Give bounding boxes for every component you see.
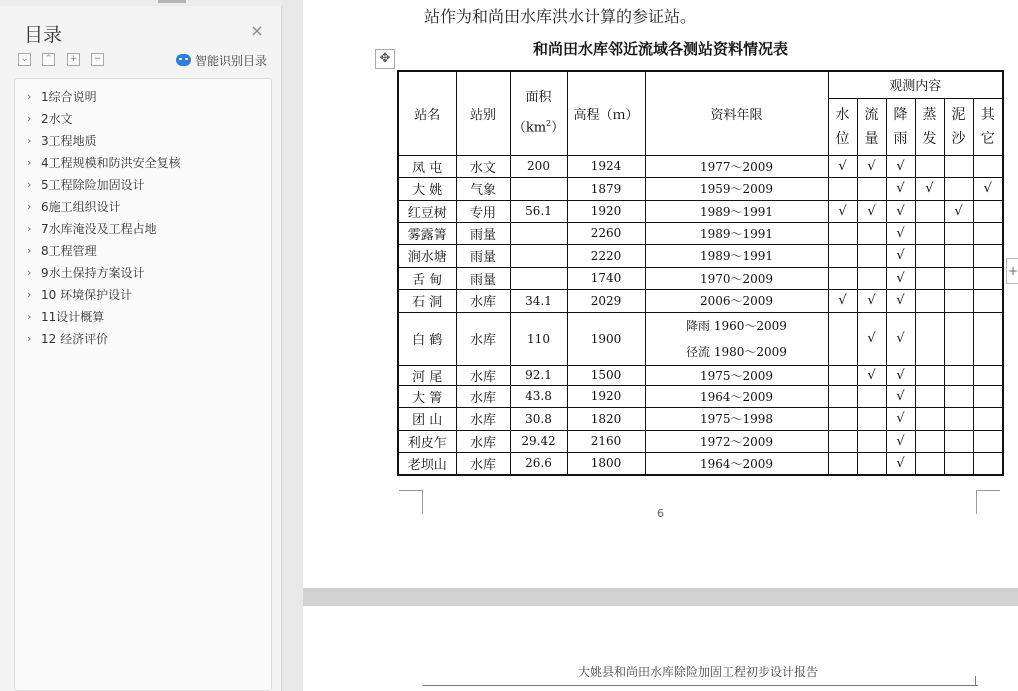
cell-station-type: 雨量 [456,267,510,289]
expand-all-button[interactable]: ⌄ [18,53,31,66]
cell-obs-rainfall: √ [886,177,915,200]
cell-station-name: 舌 甸 [398,267,456,289]
toc-item[interactable] [27,175,145,193]
cell-elevation: 2160 [567,430,645,452]
tab-strip [0,0,282,6]
cell-elevation: 1820 [567,407,645,430]
cell-obs-rainfall: √ [886,430,915,452]
cell-station-name: 石 洞 [398,289,456,312]
cell-station-name: 团 山 [398,407,456,430]
toc-item-label: 4工程规模和防洪安全复核 [41,155,181,170]
cell-obs-other: √ [973,177,1003,200]
cell-obs-evaporation [915,222,944,244]
cell-station-type: 水库 [456,385,510,407]
cell-elevation: 2260 [567,222,645,244]
cell-obs-evaporation [915,267,944,289]
chevron-right-icon[interactable]: › [27,287,32,301]
toc-item[interactable] [27,109,73,127]
document-page [303,0,1018,588]
cell-obs-evaporation: √ [915,177,944,200]
header-obs-rainfall: 降 雨 [886,98,915,155]
cell-area: 200 [510,155,567,177]
toc-list [14,78,272,691]
page-separator [303,588,1018,606]
header-rule [423,685,978,686]
cell-station-name: 红豆树 [398,200,456,222]
cell-elevation: 1879 [567,177,645,200]
cell-station-name: 雾露箐 [398,222,456,244]
cell-elevation: 1920 [567,200,645,222]
toc-item-label: 1综合说明 [41,89,97,104]
cell-obs-rainfall: √ [886,312,915,365]
cell-area: 92.1 [510,365,567,385]
cell-obs-water-level [828,244,857,267]
cell-obs-sediment [944,452,973,475]
document-page [303,606,1018,691]
cell-elevation: 2220 [567,244,645,267]
cell-obs-flow [857,385,886,407]
chevron-right-icon[interactable]: › [27,221,32,235]
cell-obs-flow: √ [857,312,886,365]
cell-elevation: 1800 [567,452,645,475]
table-row [398,407,1003,430]
remove-heading-button[interactable]: − [91,53,104,66]
cell-station-type: 水库 [456,312,510,365]
add-heading-button[interactable]: + [67,53,80,66]
active-tab-indicator [158,0,186,3]
cell-station-type: 水库 [456,430,510,452]
cell-obs-rainfall: √ [886,155,915,177]
cell-obs-rainfall: √ [886,222,915,244]
header-station-type: 站别 [456,71,510,155]
collapse-all-button[interactable]: ⌃ [42,53,55,66]
table-row [398,289,1003,312]
table-row [398,365,1003,385]
cell-obs-rainfall: √ [886,200,915,222]
cell-obs-water-level [828,407,857,430]
cell-obs-sediment: √ [944,200,973,222]
header-elevation: 高程（ｍ） [567,71,645,155]
header-observation: 观测内容 [828,71,1003,98]
cell-area [510,267,567,289]
cell-obs-sediment [944,267,973,289]
cell-years: 1964～2009 [645,385,828,407]
cell-area: 110 [510,312,567,365]
toc-item-label: 9水土保持方案设计 [41,265,145,280]
cell-station-type: 气象 [456,177,510,200]
cell-obs-sediment [944,312,973,365]
cell-obs-water-level: √ [828,289,857,312]
cell-obs-other [973,244,1003,267]
cell-obs-sediment [944,407,973,430]
cell-station-type: 水库 [456,365,510,385]
cell-obs-other [973,155,1003,177]
cell-station-type: 水库 [456,407,510,430]
cell-years: 降雨 1960～2009 径流 1980～2009 [645,312,828,365]
cell-obs-evaporation [915,452,944,475]
cell-obs-other [973,222,1003,244]
toc-item-label: 2水文 [41,111,73,126]
toc-item[interactable] [27,219,157,237]
cell-obs-other [973,407,1003,430]
cell-obs-sediment [944,222,973,244]
cell-obs-sediment [944,385,973,407]
cell-obs-evaporation [915,155,944,177]
toc-item-label: 10 环境保护设计 [41,287,133,302]
toc-item-label: 11设计概算 [41,309,105,324]
cell-obs-rainfall: √ [886,385,915,407]
chevron-right-icon[interactable]: › [27,89,32,103]
cell-station-name: 大 箐 [398,385,456,407]
header-obs-other: 其 它 [973,98,1003,155]
cell-years: 1975～2009 [645,365,828,385]
cell-obs-rainfall: √ [886,365,915,385]
close-icon[interactable]: × [250,21,264,40]
cell-years: 1964～2009 [645,452,828,475]
table-row [398,267,1003,289]
chevron-right-icon[interactable]: › [27,155,32,169]
smart-toc-button[interactable] [176,52,267,68]
cell-obs-sediment [944,289,973,312]
cell-obs-rainfall: √ [886,289,915,312]
cell-obs-flow [857,244,886,267]
cell-obs-other [973,385,1003,407]
toc-item[interactable] [27,153,181,171]
toc-item-label: 3工程地质 [41,133,97,148]
chevron-right-icon[interactable]: › [27,111,32,125]
cell-obs-water-level [828,312,857,365]
cell-area: 30.8 [510,407,567,430]
cell-station-type: 水库 [456,452,510,475]
cell-obs-flow: √ [857,155,886,177]
toc-item[interactable] [27,307,104,325]
cell-area [510,222,567,244]
header-area [510,71,567,155]
cell-obs-flow [857,267,886,289]
cell-years: 1972～2009 [645,430,828,452]
cell-area [510,177,567,200]
chevron-right-icon[interactable]: › [27,133,32,147]
document-gutter [282,0,302,691]
cell-station-name: 凤 屯 [398,155,456,177]
cell-area: 26.6 [510,452,567,475]
cell-elevation: 1920 [567,385,645,407]
cell-station-name: 大 姚 [398,177,456,200]
cell-station-type: 专用 [456,200,510,222]
table-row [398,312,1003,365]
toc-item-label: 6施工组织设计 [41,199,121,214]
cell-elevation: 1924 [567,155,645,177]
cell-obs-water-level [828,177,857,200]
cell-years: 1959～2009 [645,177,828,200]
toc-item-label: 7水库淹没及工程占地 [41,221,157,236]
cell-obs-other [973,365,1003,385]
header-obs-evaporation: 蒸 发 [915,98,944,155]
chevron-right-icon[interactable]: › [27,309,32,323]
header-area-unit: $(km^2)$ [512,119,565,136]
cell-station-type: 雨量 [456,222,510,244]
toc-item[interactable] [27,285,132,303]
cell-obs-sediment [944,365,973,385]
header-years: 资料年限 [645,71,828,155]
cell-years: 1970～2009 [645,267,828,289]
cell-elevation: 2029 [567,289,645,312]
header-obs-sediment: 泥 沙 [944,98,973,155]
cell-obs-sediment [944,430,973,452]
cell-obs-flow [857,452,886,475]
toc-item[interactable] [27,87,97,105]
smart-robot-icon [176,54,191,66]
toc-sidebar [0,0,282,691]
cell-obs-sediment [944,155,973,177]
cell-elevation: 1500 [567,365,645,385]
cell-obs-rainfall: √ [886,452,915,475]
cell-obs-flow: √ [857,365,886,385]
cell-years: 1975～1998 [645,407,828,430]
cell-obs-other [973,452,1003,475]
table-row [398,200,1003,222]
cell-elevation: 1900 [567,312,645,365]
cell-area: 56.1 [510,200,567,222]
cell-obs-sediment [944,244,973,267]
body-text: 站作为和尚田水库洪水计算的参证站。 [424,7,697,26]
cell-obs-other [973,267,1003,289]
cell-station-name: 利皮乍 [398,430,456,452]
cell-obs-flow [857,407,886,430]
cell-obs-evaporation [915,430,944,452]
table-row [398,222,1003,244]
toc-item[interactable] [27,329,108,347]
chevron-right-icon[interactable]: › [27,265,32,279]
cell-station-name: 白 鹤 [398,312,456,365]
toc-item-label: 12 经济评价 [41,331,109,346]
smart-toc-label: 智能识别目录 [195,53,268,68]
cell-obs-water-level [828,365,857,385]
chevron-right-icon[interactable]: › [27,199,32,213]
cell-obs-rainfall: √ [886,407,915,430]
header-rule-tick [975,676,976,686]
table-move-handle-icon[interactable]: ✥ [375,49,395,69]
cell-obs-flow [857,177,886,200]
cell-area: 43.8 [510,385,567,407]
add-column-icon[interactable]: + [1006,258,1018,284]
cell-obs-other [973,312,1003,365]
table-row [398,177,1003,200]
cell-station-type: 雨量 [456,244,510,267]
header-station-name: 站名 [398,71,456,155]
chevron-right-icon[interactable]: › [27,243,32,257]
table-row [398,155,1003,177]
toc-item[interactable] [27,131,97,149]
toc-item[interactable] [27,263,145,281]
cell-obs-water-level: √ [828,155,857,177]
cell-obs-water-level: √ [828,200,857,222]
station-data-table [397,70,1004,476]
cell-station-type: 水库 [456,289,510,312]
toc-item-label: 5工程除险加固设计 [41,177,145,192]
table-row [398,244,1003,267]
table-body [398,155,1003,475]
cell-obs-water-level [828,267,857,289]
page-number: 6 [657,507,664,520]
table-row [398,452,1003,475]
toc-item[interactable] [27,197,121,215]
cell-station-name: 涧水塘 [398,244,456,267]
cell-years: 1989～1991 [645,244,828,267]
cell-years: 1977～2009 [645,155,828,177]
cell-obs-water-level [828,385,857,407]
cell-obs-evaporation [915,365,944,385]
cell-obs-evaporation [915,312,944,365]
cell-years: 1989～1991 [645,222,828,244]
header-obs-flow: 流 量 [857,98,886,155]
cell-obs-water-level [828,452,857,475]
header-obs-water-level: 水 位 [828,98,857,155]
cell-area: 29.42 [510,430,567,452]
cell-obs-evaporation [915,407,944,430]
cell-elevation: 1740 [567,267,645,289]
cell-obs-evaporation [915,385,944,407]
cell-obs-flow: √ [857,200,886,222]
cell-years: 2006～2009 [645,289,828,312]
toc-item[interactable] [27,241,97,259]
cell-obs-other [973,289,1003,312]
cell-obs-rainfall: √ [886,267,915,289]
cell-station-name: 河 尾 [398,365,456,385]
toc-title: 目录 [24,24,63,46]
chevron-right-icon[interactable]: › [27,177,32,191]
page-header-text: 大姚县和尚田水库除险加固工程初步设计报告 [577,665,818,679]
cell-obs-rainfall: √ [886,244,915,267]
cell-obs-evaporation [915,244,944,267]
chevron-right-icon[interactable]: › [27,331,32,345]
cell-obs-sediment [944,177,973,200]
cell-station-name: 老坝山 [398,452,456,475]
cell-obs-flow [857,222,886,244]
table-row [398,430,1003,452]
cell-obs-evaporation [915,289,944,312]
cell-station-type: 水文 [456,155,510,177]
cell-obs-water-level [828,222,857,244]
cell-obs-flow: √ [857,289,886,312]
cell-years: 1989～1991 [645,200,828,222]
cell-area: 34.1 [510,289,567,312]
cell-obs-evaporation [915,200,944,222]
cell-obs-other [973,200,1003,222]
header-area-label: 面积 [525,90,552,106]
cell-obs-water-level [828,430,857,452]
cell-obs-flow [857,430,886,452]
table-row [398,385,1003,407]
table-caption: 和尚田水库邻近流域各测站资料情况表 [532,40,788,58]
cell-area [510,244,567,267]
toc-item-label: 8工程管理 [41,243,97,258]
cell-obs-other [973,430,1003,452]
